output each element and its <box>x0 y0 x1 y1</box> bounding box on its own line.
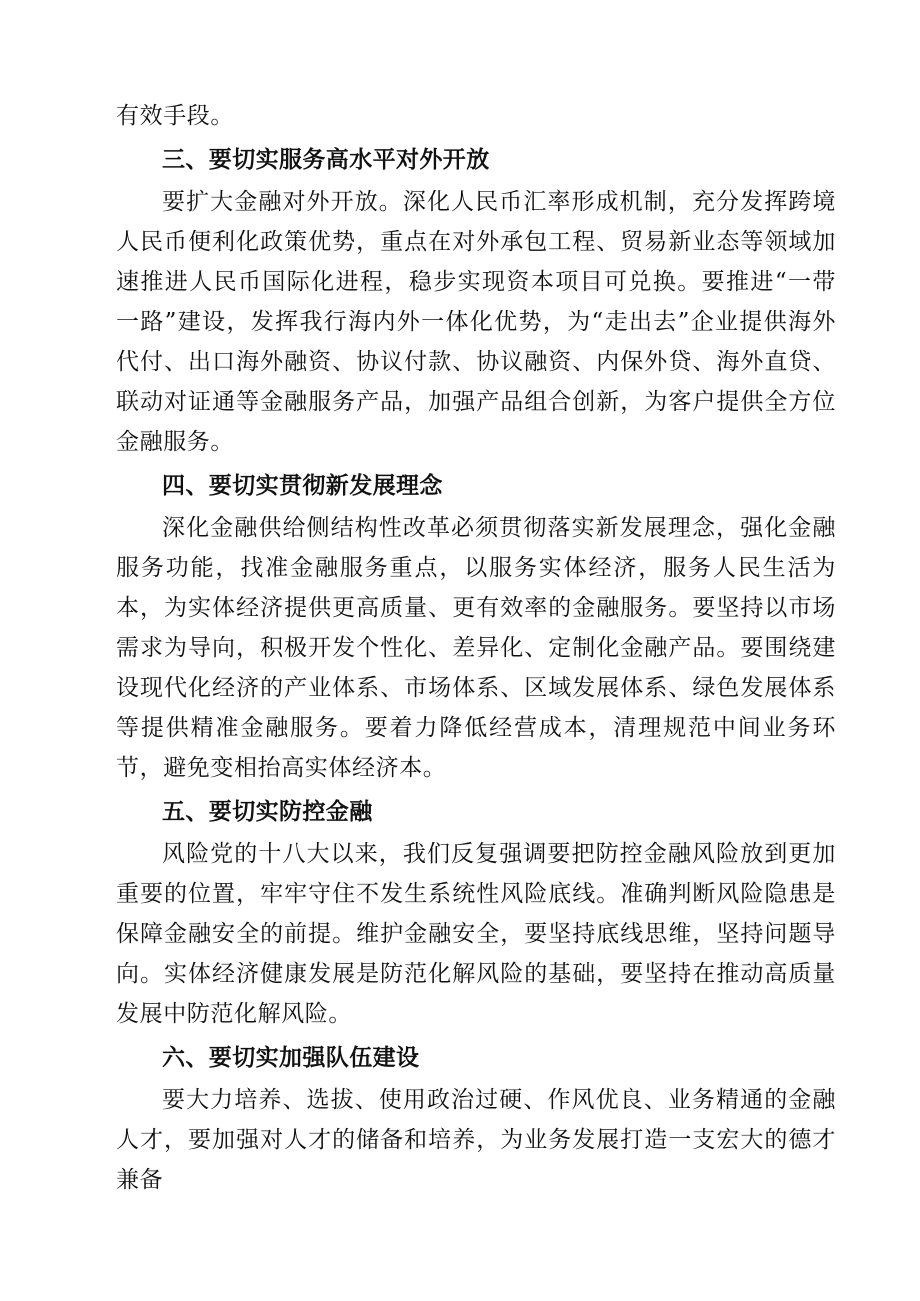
section-body: 要扩大金融对外开放。深化人民币汇率形成机制，充分发挥跨境人民币便利化政策优势，重点在对外承包工程、贸易新业态等领域加速推进人民币国际化进程，稳步实现资本项目可兑换。要推进“一带一路”建设，发挥我行海内外一体化优势，为“走出去”企业提供海外代付、出口海外融资、协议付款、协议融资、内保外贷、海外直贷、联动对证通等金融服务产品，加强产品组合创新，为客户提供全方位金融服务。 <box>116 189 836 455</box>
section-heading: 六、要切实加强队伍建设 <box>162 1045 420 1071</box>
section-heading: 五、要切实防控金融 <box>162 799 373 825</box>
intro-tail-paragraph: 有效手段。 <box>116 103 234 129</box>
section-body: 要大力培养、选拔、使用政治过硬、作风优良、业务精通的金融人才，要加强对人才的储备和培养，为业务发展打造一支宏大的德才兼备 <box>116 1087 836 1193</box>
section-heading: 三、要切实服务高水平对外开放 <box>162 147 490 173</box>
section-3 <box>116 140 836 462</box>
section-4 <box>116 466 836 788</box>
section-body: 风险党的十八大以来，我们反复强调要把防控金融风险放到更加重要的位置，牢牢守住不发生系统性风险底线。准确判断风险隐患是保障金融安全的前提。维护金融安全，要坚持底线思维，坚持问题导向。实体经济健康发展是防范化解风险的基础，要坚持在推动高质量发展中防范化解风险。 <box>116 841 836 1027</box>
section-heading: 四、要切实贯彻新发展理念 <box>162 473 443 499</box>
document-page <box>116 96 836 1200</box>
section-body: 深化金融供给侧结构性改革必须贯彻落实新发展理念，强化金融服务功能，找准金融服务重点，以服务实体经济，服务人民生活为本，为实体经济提供更高质量、更有效率的金融服务。要坚持以市场需求为导向，积极开发个性化、差异化、定制化金融产品。要围绕建设现代化经济的产业体系、市场体系、区域发展体系、绿色发展体系等提供精准金融服务。要着力降低经营成本，清理规范中间业务环节，避免变相抬高实体经济本。 <box>116 515 836 781</box>
section-6 <box>116 1038 836 1200</box>
section-5 <box>116 792 836 1034</box>
